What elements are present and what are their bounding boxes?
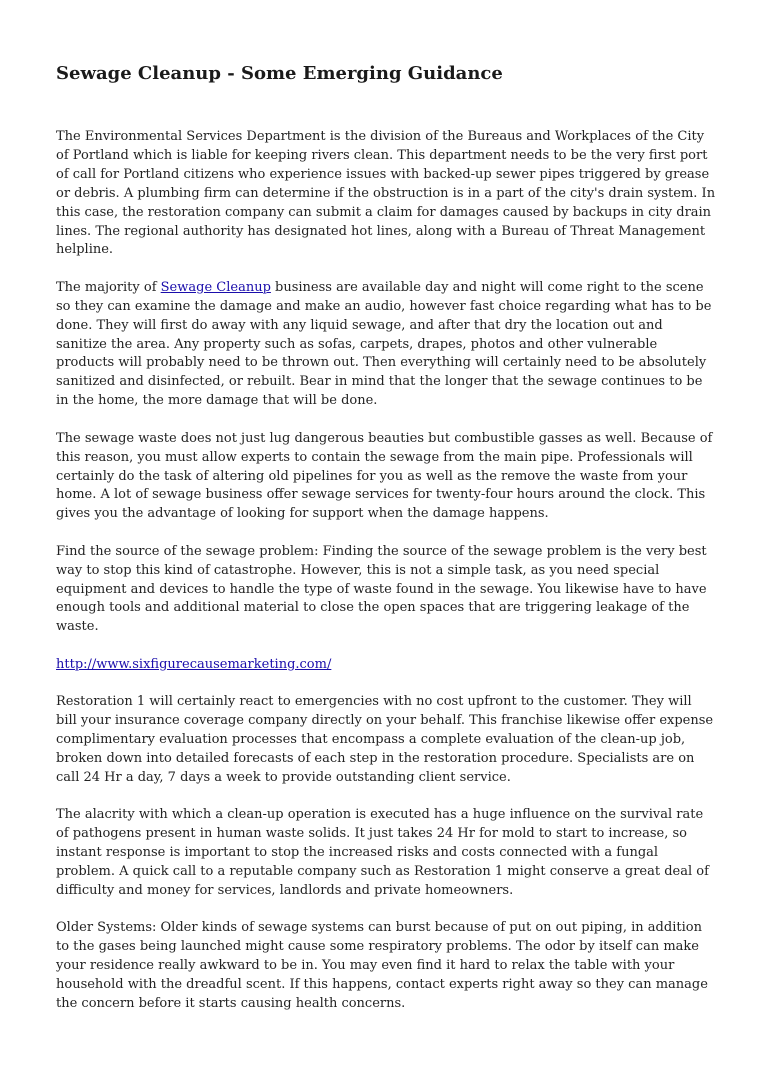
paragraph-6: The alacrity with which a clean-up operation is executed has a huge influence on the survival rate of pathogens present in human waste solids. It just takes 24 Hr for mold to start to increase, so instant response is important to stop the increased risks and costs connected with a fungal problem. A quick call to a reputable company such as Restoration 1 might conserve a great deal of difficulty and money for services, landlords and private homeowners.	[56, 807, 709, 898]
paragraph-2	[56, 279, 716, 411]
paragraph-5: Restoration 1 will certainly react to emergencies with no cost upfront to the customer. They will bill your insurance coverage company directly on your behalf. This franchise likewise offer expense complimentary evaluation processes that encompass a complete evaluation of the clean-up job, broken down into detailed forecasts of each step in the restoration procedure. Specialists are on call 24 Hr a day, 7 days a week to provide outstanding client service.	[56, 694, 714, 785]
document-page	[56, 62, 716, 1032]
sixfigurecausemarketing-link[interactable]: http://www.sixfigurecausemarketing.com/	[56, 656, 332, 672]
paragraph-4: Find the source of the sewage problem: Finding the source of the sewage problem is the very best way to stop this kind of catastrophe. However, this is not a simple task, as you need special equipment and devices to handle the type of waste found in the sewage. You likewise have to have enough tools and additional material to close the open spaces that are triggering leakage of the waste.	[56, 543, 707, 635]
paragraph-1: The Environmental Services Department is the division of the Bureaus and Workplaces of the City of Portland which is liable for keeping rivers clean. This department needs to be the very first port of call for Portland citizens who experience issues with backed-up sewer pipes triggered by grease or debris. A plumbing firm can determine if the obstruction is in a part of the city's drain system. In this case, the restoration company can submit a claim for damages caused by backups in city drain lines. The regional authority has designated hot lines, along with a Bureau of Threat Management helpline.	[56, 129, 716, 258]
paragraph-2-text-after: business are available day and night will come right to the scene so they can examine the damage and make an audio, however fast choice regarding what has to be done. They will first do away with any liquid sewage, and after that dry the location out and sanitize the area. Any property such as sofas, carpets, drapes, photos and other vulnerable products will probably need to be thrown out. Then everything will certainly need to be absolutely sanitized and disinfected, or rebuilt. Bear in mind that the longer that the sewage continues to be in the home, the more damage that will be done.	[56, 279, 712, 409]
paragraph-2-text-before: The majority of	[56, 279, 161, 295]
url-paragraph	[56, 656, 716, 675]
paragraph-7: Older Systems: Older kinds of sewage systems can burst because of put on out piping, in addition to the gases being launched might cause some respiratory problems. The odor by itself can make your residence really awkward to be in. You may even find it hard to relax the table with your household with the dreadful scent. If this happens, contact experts right away so they can manage the concern before it starts causing health concerns.	[56, 920, 708, 1011]
paragraph-3: The sewage waste does not just lug dangerous beauties but combustible gasses as well. Because of this reason, you must allow experts to contain the sewage from the main pipe. Professionals will certainly do the task of altering old pipelines for you as well as the remove the waste from your home. A lot of sewage business offer sewage services for twenty-four hours around the clock. This gives you the advantage of looking for support when the damage happens.	[56, 430, 713, 522]
sewage-cleanup-link[interactable]: Sewage Cleanup	[160, 279, 271, 295]
page-title: Sewage Cleanup - Some Emerging Guidance	[56, 63, 503, 84]
